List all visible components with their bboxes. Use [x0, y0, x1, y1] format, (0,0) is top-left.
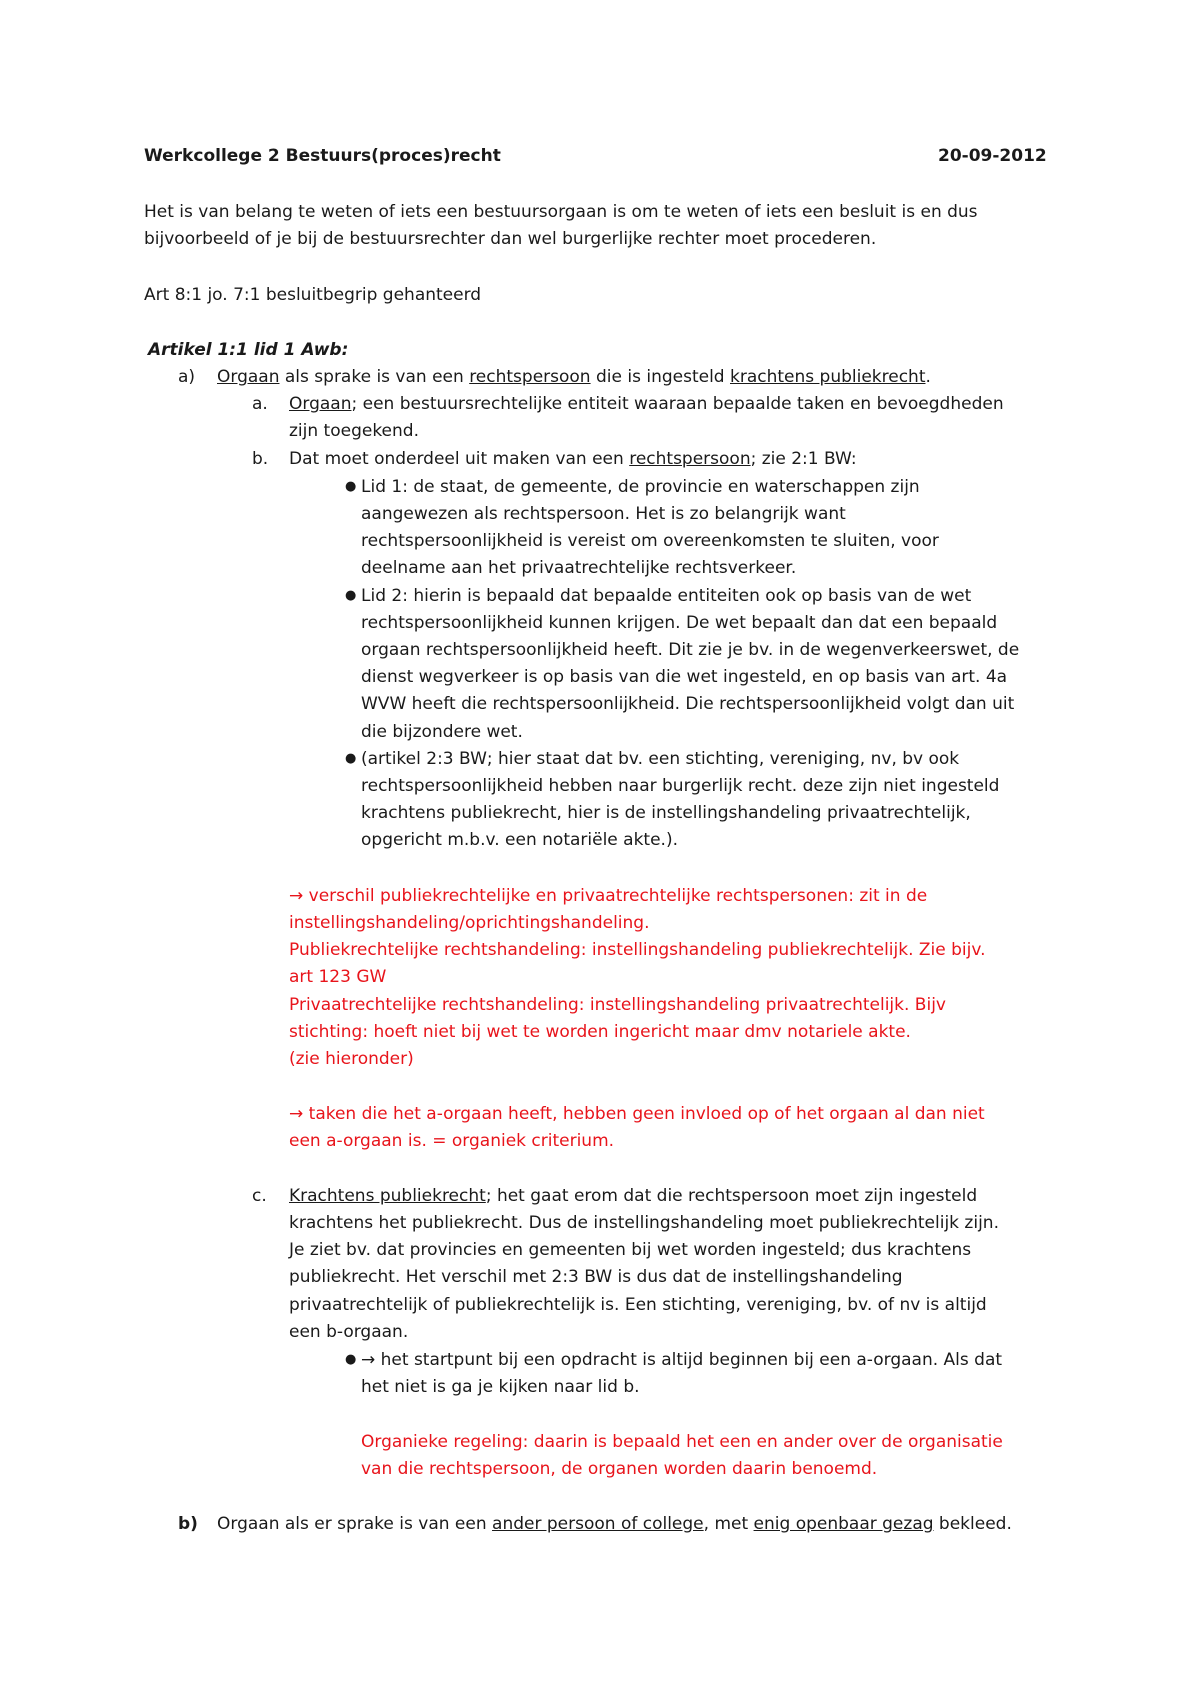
note-red-line: instellingshandeling/oprichtingshandeling. — [289, 913, 650, 933]
bullet-lid2-line: WVW heeft die rechtspersoonlijkheid. Die rechtspersoonlijkheid volgt dan uit — [361, 694, 1015, 714]
bullet-lid1-line: deelname aan het privaatrechtelijke rechtsverkeer. — [361, 558, 797, 578]
bullet-lid1-line: rechtspersoonlijkheid is vereist om overeenkomsten te sluiten, voor — [361, 531, 939, 551]
document-title: Werkcollege 2 Bestuurs(proces)recht — [144, 146, 501, 166]
note-red-line: → taken die het a-orgaan heeft, hebben geen invloed op of het orgaan al dan niet — [289, 1104, 985, 1124]
bullet-icon: ● — [345, 751, 357, 766]
item-b-text: Orgaan als er sprake is van een ander persoon of college, met enig openbaar gezag bekleed. — [217, 1514, 1012, 1534]
note-red-line: art 123 GW — [289, 967, 387, 987]
item-b-marker: b) — [178, 1514, 198, 1534]
sub-c-line: Je ziet bv. dat provincies en gemeenten bij wet worden ingesteld; dus krachtens — [289, 1240, 972, 1260]
sub-c-marker: c. — [252, 1186, 267, 1206]
intro-line-2: bijvoorbeeld of je bij de bestuursrechter dan wel burgerlijke rechter moet procederen. — [144, 229, 877, 249]
document-date: 20-09-2012 — [938, 146, 1047, 166]
sub-a-marker: a. — [252, 394, 268, 414]
bullet-art23-line: (artikel 2:3 BW; hier staat dat bv. een stichting, vereniging, nv, bv ook — [361, 749, 960, 769]
note-red-line: een a-orgaan is. = organiek criterium. — [289, 1131, 615, 1151]
sub-c-line: een b-orgaan. — [289, 1322, 409, 1342]
bullet-icon: ● — [345, 588, 357, 603]
bullet-lid2-line: rechtspersoonlijkheid kunnen krijgen. De wet bepaalt dan dat een bepaald — [361, 613, 998, 633]
sub-c-line: privaatrechtelijk of publiekrechtelijk is. Een stichting, vereniging, bv. of nv is altijd — [289, 1295, 987, 1315]
sub-a-line-2: zijn toegekend. — [289, 421, 419, 441]
sub-c-line: publiekrecht. Het verschil met 2:3 BW is dus dat de instellingshandeling — [289, 1267, 903, 1287]
note-red-line: van die rechtspersoon, de organen worden daarin benoemd. — [361, 1459, 878, 1479]
bullet-lid1-line: aangewezen als rechtspersoon. Het is zo belangrijk want — [361, 504, 846, 524]
sub-c-bullet-line: het niet is ga je kijken naar lid b. — [361, 1377, 640, 1397]
note-red-line: → verschil publiekrechtelijke en privaatrechtelijke rechtspersonen: zit in de — [289, 886, 928, 906]
bullet-art23-line: opgericht m.b.v. een notariële akte.). — [361, 830, 678, 850]
sub-c-line: krachtens het publiekrecht. Dus de instellingshandeling moet publiekrechtelijk zijn. — [289, 1213, 999, 1233]
section-heading: Artikel 1:1 lid 1 Awb: — [148, 340, 349, 360]
note-red-line: (zie hieronder) — [289, 1049, 414, 1069]
bullet-art23-line: rechtspersoonlijkheid hebben naar burgerlijk recht. deze zijn niet ingesteld — [361, 776, 1000, 796]
sub-b-text: Dat moet onderdeel uit maken van een rechtspersoon; zie 2:1 BW: — [289, 449, 857, 469]
intro-article-ref: Art 8:1 jo. 7:1 besluitbegrip gehanteerd — [144, 285, 482, 305]
bullet-lid2-line: dienst wegverkeer is op basis van die wet ingesteld, en op basis van art. 4a — [361, 667, 1008, 687]
bullet-lid2-line: die bijzondere wet. — [361, 722, 523, 742]
item-a-text: Orgaan als sprake is van een rechtspersoon die is ingesteld krachtens publiekrecht. — [217, 367, 931, 387]
note-red-line: Privaatrechtelijke rechtshandeling: instellingshandeling privaatrechtelijk. Bijv — [289, 995, 946, 1015]
bullet-lid1-line: Lid 1: de staat, de gemeente, de provincie en waterschappen zijn — [361, 477, 920, 497]
bullet-icon: ● — [345, 479, 357, 494]
note-red-line: stichting: hoeft niet bij wet te worden ingericht maar dmv notariele akte. — [289, 1022, 911, 1042]
intro-line-1: Het is van belang te weten of iets een bestuursorgaan is om te weten of iets een besluit is en dus — [144, 202, 978, 222]
sub-a-line-1: Orgaan; een bestuursrechtelijke entiteit waaraan bepaalde taken en bevoegdheden — [289, 394, 1004, 414]
item-a-marker: a) — [178, 367, 196, 387]
bullet-lid2-line: orgaan rechtspersoonlijkheid heeft. Dit zie je bv. in de wegenverkeerswet, de — [361, 640, 1020, 660]
sub-c-bullet-line: → het startpunt bij een opdracht is altijd beginnen bij een a-orgaan. Als dat — [361, 1350, 1003, 1370]
bullet-art23-line: krachtens publiekrecht, hier is de instellingshandeling privaatrechtelijk, — [361, 803, 971, 823]
sub-b-marker: b. — [252, 449, 269, 469]
note-red-line: Publiekrechtelijke rechtshandeling: instellingshandeling publiekrechtelijk. Zie bijv. — [289, 940, 986, 960]
note-red-line: Organieke regeling: daarin is bepaald het een en ander over de organisatie — [361, 1432, 1003, 1452]
sub-c-line-1: Krachtens publiekrecht; het gaat erom dat die rechtspersoon moet zijn ingesteld — [289, 1186, 978, 1206]
bullet-icon: ● — [345, 1352, 357, 1367]
bullet-lid2-line: Lid 2: hierin is bepaald dat bepaalde entiteiten ook op basis van de wet — [361, 586, 972, 606]
